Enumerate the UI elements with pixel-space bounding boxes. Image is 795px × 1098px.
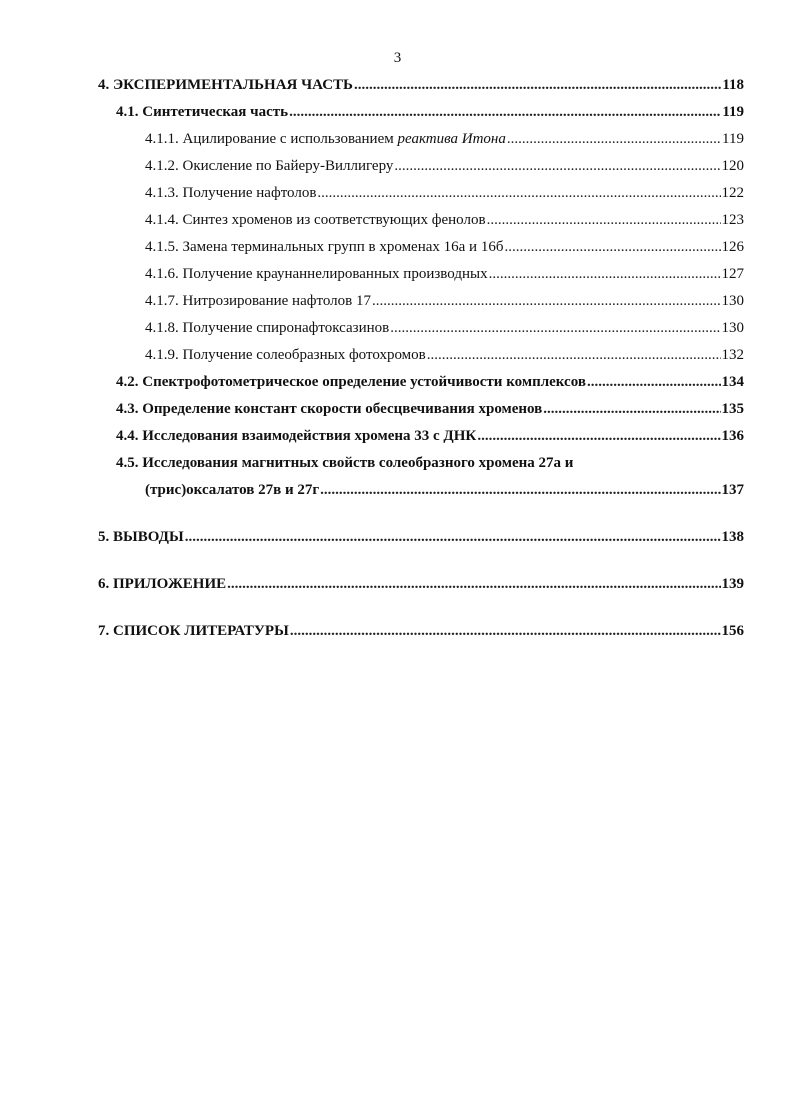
dot-leader	[507, 130, 721, 148]
toc-entry-page: 132	[721, 347, 744, 363]
toc-entry-page: 120	[721, 158, 744, 174]
toc-entry-page: 136	[721, 428, 744, 444]
dot-leader	[543, 400, 720, 418]
toc-entry-title: 4.1.4. Синтез хроменов из соответствующих фенолов	[145, 212, 486, 228]
dot-leader	[427, 346, 721, 364]
toc-entry-page: 137	[721, 482, 744, 498]
dot-leader	[587, 373, 721, 391]
dot-leader	[394, 157, 720, 175]
toc-entry-4-1-4[interactable]	[145, 211, 744, 229]
dot-leader	[489, 265, 721, 283]
toc-entry-4-5-line1[interactable]: 4.5. Исследования магнитных свойств солеобразного хромена 27а и	[116, 455, 574, 471]
dot-leader	[317, 184, 720, 202]
toc-entry-page: 122	[721, 185, 744, 201]
dot-leader	[504, 238, 720, 256]
dot-leader	[290, 622, 721, 640]
toc-entry-page: 126	[721, 239, 744, 255]
dot-leader	[477, 427, 720, 445]
toc-entry-page: 130	[721, 320, 744, 336]
toc-entry-4-1-9[interactable]	[145, 346, 744, 364]
toc-entry-title: 4.1.5. Замена терминальных групп в хроменах 16а и 16б	[145, 239, 504, 255]
toc-entry-chapter-7[interactable]	[98, 622, 744, 640]
toc-entry-4-1-2[interactable]	[145, 157, 744, 175]
toc-entry-page: 156	[721, 623, 744, 639]
toc-entry-title: 4.1.2. Окисление по Байеру-Виллигеру	[145, 158, 394, 174]
toc-entry-title: 4.1.8. Получение спиронафтоксазинов	[145, 320, 390, 336]
toc-entry-page: 134	[721, 374, 744, 390]
dot-leader	[289, 103, 721, 121]
toc-entry-4-1-1[interactable]	[145, 130, 744, 148]
dot-leader	[354, 76, 721, 94]
toc-entry-title: 4.4. Исследования взаимодействия хромена 33 с ДНК	[116, 428, 477, 444]
toc-entry-4-3[interactable]	[116, 400, 744, 418]
toc-entry-title-regular: 4.1.1. Ацилирование с использованием	[145, 131, 398, 147]
dot-leader	[390, 319, 720, 337]
toc-entry-4-5[interactable]	[145, 481, 744, 499]
toc-entry-title: 4.1.9. Получение солеобразных фотохромов	[145, 347, 426, 363]
toc-entry-title: 4.2. Спектрофотометрическое определение устойчивости комплексов	[116, 374, 586, 390]
toc-entry-title: 5. ВЫВОДЫ	[98, 529, 184, 545]
dot-leader	[487, 211, 721, 229]
toc-entry-title: 4.1.3. Получение нафтолов	[145, 185, 317, 201]
toc-entry-page: 119	[722, 131, 744, 147]
toc-entry-4-1-5[interactable]	[145, 238, 744, 256]
toc-entry-page: 127	[721, 266, 744, 282]
page-number: 3	[393, 50, 402, 66]
toc-entry-page: 135	[721, 401, 744, 417]
toc-entry-4-1-3[interactable]	[145, 184, 744, 202]
toc-entry-chapter-4[interactable]	[98, 76, 744, 94]
dot-leader	[372, 292, 721, 310]
toc-entry-title: 4. ЭКСПЕРИМЕНТАЛЬНАЯ ЧАСТЬ	[98, 77, 353, 93]
toc-entry-title	[145, 130, 506, 148]
toc-entry-title: 6. ПРИЛОЖЕНИЕ	[98, 576, 227, 592]
toc-entry-chapter-5[interactable]	[98, 528, 744, 546]
toc-entry-page: 130	[721, 293, 744, 309]
toc-entry-page: 119	[722, 104, 744, 120]
toc-entry-4-1[interactable]	[116, 103, 744, 121]
toc-entry-title: 4.3. Определение констант скорости обесцвечивания хроменов	[116, 401, 543, 417]
toc-entry-4-1-6[interactable]	[145, 265, 744, 283]
toc-entry-4-4[interactable]	[116, 427, 744, 445]
toc-entry-title: 4.1.7. Нитрозирование нафтолов 17	[145, 293, 371, 309]
toc-entry-chapter-6[interactable]	[98, 575, 744, 593]
toc-entry-page: 118	[722, 77, 744, 93]
toc-entry-title: 4.1.6. Получение краунаннелированных производных	[145, 266, 488, 282]
dot-leader	[320, 481, 720, 499]
toc-entry-page: 139	[721, 576, 744, 592]
toc-entry-title: 7. СПИСОК ЛИТЕРАТУРЫ	[98, 623, 289, 639]
toc-entry-title: (трис)оксалатов 27в и 27г	[145, 482, 320, 498]
dot-leader	[185, 528, 721, 546]
toc-entry-title: 4.1. Синтетическая часть	[116, 104, 289, 120]
toc-entry-4-1-7[interactable]	[145, 292, 744, 310]
toc-entry-title-italic: реактива Итона	[397, 131, 506, 147]
toc-entry-page: 123	[721, 212, 744, 228]
toc-entry-page: 138	[721, 529, 744, 545]
toc-entry-4-1-8[interactable]	[145, 319, 744, 337]
dot-leader	[227, 575, 720, 593]
toc-entry-4-2[interactable]	[116, 373, 744, 391]
